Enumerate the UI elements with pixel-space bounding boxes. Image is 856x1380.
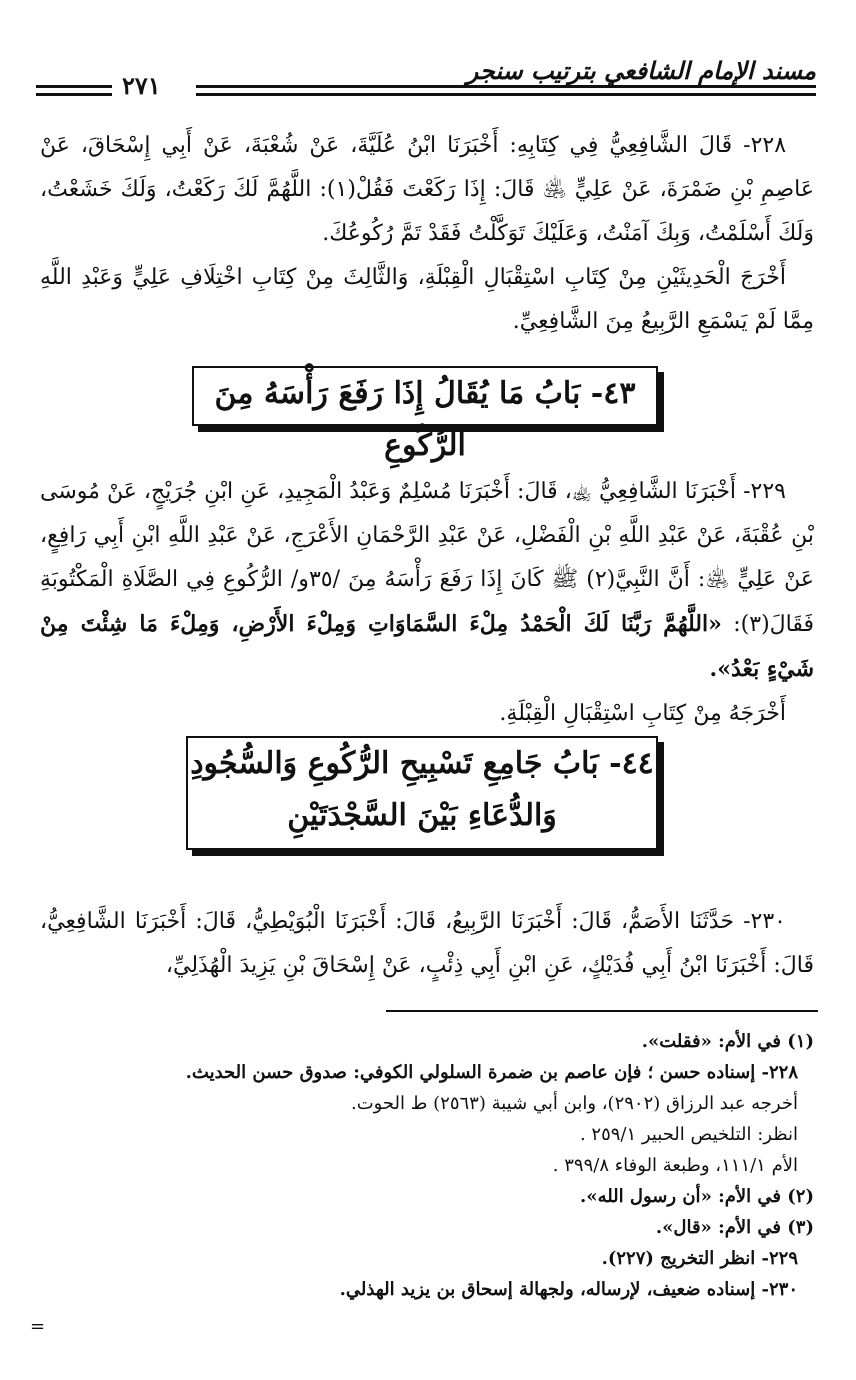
chapter-title: ٤٣- بَابُ مَا يُقَالُ إِذَا رَفَعَ رَأْسَهُ مِنَ الرُّكُوعِ [214,376,636,463]
footnote-228-umm: الأم ١١١/١، وطبعة الوفاء ٣٩٩/٨ . [552,1155,798,1176]
chapter-title-line-2: وَالدُّعَاءِ بَيْنَ السَّجْدَتَيْنِ [287,798,557,833]
running-header [36,52,816,102]
footnote-230: ٢٣٠- إسناده ضعيف، لإرساله، ولجهالة إسحاق بن يزيد الهذلي. [339,1279,798,1300]
footnote-229: ٢٢٩- انظر التخريج (٢٢٧). [601,1248,798,1269]
chapter-title-line-1: ٤٤- بَابُ جَامِعِ تَسْبِيحِ الرُّكُوعِ وَالسُّجُودِ [190,746,654,781]
hadith-229-block [40,470,814,736]
hadith-229-takhrij: أَخْرَجَهُ مِنْ كِتَابِ اسْتِقْبَالِ الْقِبْلَةِ. [499,701,786,726]
header-rule [36,93,112,96]
hadith-229-matn: «اللَّهُمَّ رَبَّنَا لَكَ الْحَمْدُ مِلْءَ السَّمَاوَاتِ وَمِلْءَ الأَرْضِ، وَمِلْءَ مَا شِئْتَ مِنْ شَيْءٍ بَعْدُ». [40,611,814,682]
hadith-230-text: ٢٣٠- حَدَّثَنَا الأَصَمُّ، قَالَ: أَخْبَرَنَا الرَّبِيعُ، قَالَ: أَخْبَرَنَا الْبُوَيْطِيُّ، قَالَ: أَخْبَرَنَا الشَّافِعِيُّ، قَالَ: أَخْبَرَنَا ابْنُ أَبِي فُدَيْكٍ، عَنِ ابْنِ أَبِي ذِئْبٍ، عَنْ إِسْحَاقَ بْنِ يَزِيدَ الْهُذَلِيِّ، [40,909,814,978]
chapter-heading-44 [186,736,658,850]
header-rule [196,85,816,88]
margin-mark: = [30,1316,46,1337]
chapter-heading-43 [192,366,658,463]
header-rule [196,93,816,96]
footnotes [40,1026,814,1305]
footnote-separator [386,1010,818,1012]
footnote-2: (٢) في الأم: «أن رسول الله». [580,1186,814,1207]
footnote-228-grading: ٢٢٨- إسناده حسن ؛ فإن عاصم بن ضمرة السلولي الكوفي: صدوق حسن الحديث. [185,1062,798,1083]
header-rule [36,85,112,88]
footnote-228-see: انظر: التلخيص الحبير ٢٥٩/١ . [579,1124,798,1145]
hadith-230-block [40,900,814,988]
hadith-228-text: ٢٢٨- قَالَ الشَّافِعِيُّ فِي كِتَابِهِ: أَخْبَرَنَا ابْنُ عُلَيَّةَ، عَنْ شُعْبَةَ، عَنْ أَبِي إِسْحَاقَ، عَنْ عَاصِمِ بْنِ ضَمْرَةَ، عَنْ عَلِيٍّ ﵁ قَالَ: إِذَا رَكَعْتَ فَقُلْ(١): اللَّهُمَّ لَكَ رَكَعْتُ، وَلَكَ خَشَعْتُ، وَلَكَ أَسْلَمْتُ، وَبِكَ آمَنْتُ، وَعَلَيْكَ تَوَكَّلْتُ فَقَدْ تَمَّ رُكُوعُكَ. [40,133,814,246]
hadith-228-block [40,124,814,344]
footnote-228-sources: أخرجه عبد الرزاق (٢٩٠٢)، وابن أبي شيبة (٢٥٦٣) ط الحوت. [350,1093,798,1114]
book-title: مسند الإمام الشافعي بترتيب سنجر [466,56,816,85]
hadith-228-takhrij: أَخْرَجَ الْحَدِيثَيْنِ مِنْ كِتَابِ اسْتِقْبَالِ الْقِبْلَةِ، وَالثَّالِثَ مِنْ كِتَابِ اخْتِلَافِ عَلِيٍّ وَعَبْدِ اللَّهِ مِمَّا لَمْ يَسْمَعِ الرَّبِيعُ مِنَ الشَّافِعِيِّ. [40,265,814,334]
hadith-229-text [40,470,814,692]
footnote-3: (٣) في الأم: «قال». [655,1217,814,1238]
page-number: ٢٧١ [122,71,161,100]
footnote-1: (١) في الأم: «فقلت». [641,1031,814,1052]
hadith-229-isnad: ٢٢٩- أَخْبَرَنَا الشَّافِعِيُّ ﵀، قَالَ: أَخْبَرَنَا مُسْلِمٌ وَعَبْدُ الْمَجِيدِ، عَنِ ابْنِ جُرَيْجٍ، عَنْ مُوسَى بْنِ عُقْبَةَ، عَنْ عَبْدِ اللَّهِ بْنِ الْفَضْلِ، عَنْ عَبْدِ الرَّحْمَانِ الأَعْرَجِ، عَنْ عَبْدِ اللَّهِ ابْنِ أَبِي رَافِعٍ، عَنْ عَلِيٍّ ﵁: أَنَّ النَّبِيَّ(٢) ﷺ كَانَ إِذَا رَفَعَ رَأْسَهُ مِنَ /٣٥و/ الرُّكُوعِ فِي الصَّلَاةِ الْمَكْتُوبَةِ فَقَالَ(٣): [40,479,814,637]
